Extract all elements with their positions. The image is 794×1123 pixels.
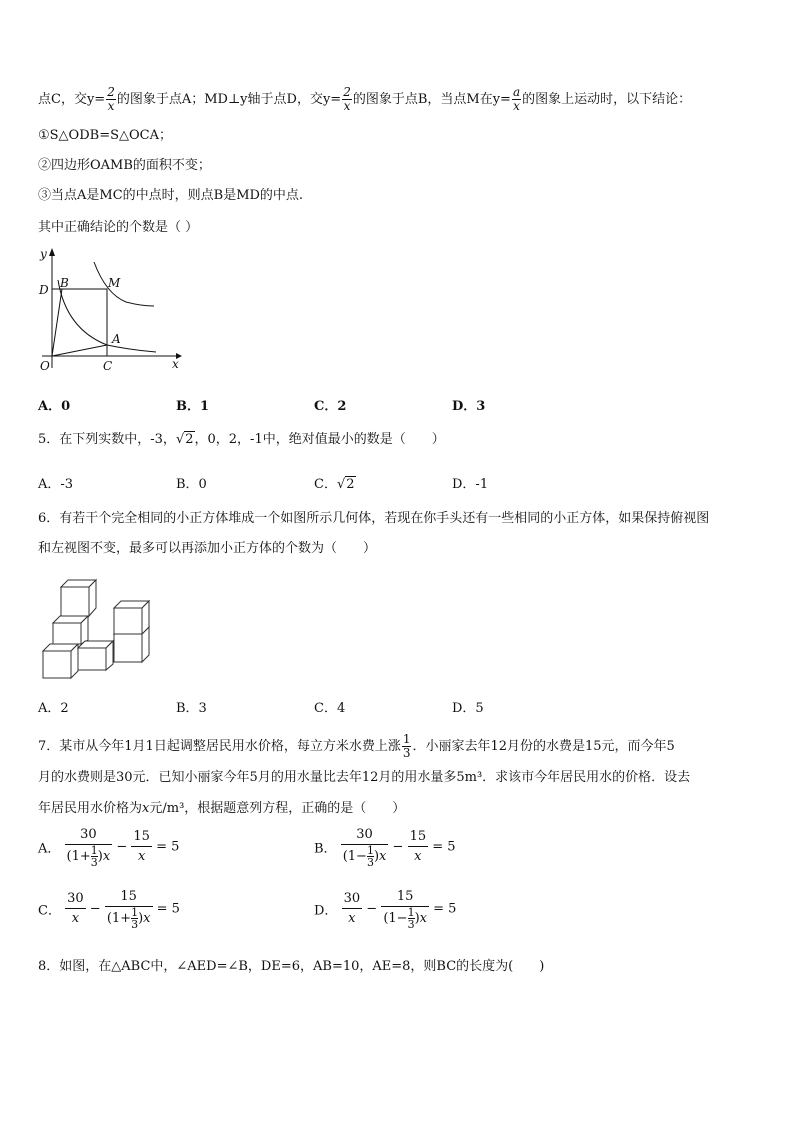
q6-option-c[interactable]: C．4 (314, 701, 346, 716)
q6-option-a[interactable]: A．2 (38, 701, 69, 716)
label-M: M (108, 276, 121, 290)
q7-line3: 年居民用水价格为x元/m³，根据题意列方程，正确的是（ ） (38, 801, 406, 816)
sqrt-2: √2 (336, 477, 355, 492)
q5-option-d[interactable]: D．-1 (452, 477, 489, 492)
fraction-one-third: $\frac{1}{3}$ (402, 732, 411, 760)
q4-option-d[interactable]: D．3 (452, 399, 486, 414)
sqrt-2: √2 (175, 432, 194, 447)
label-A: A (112, 332, 121, 346)
fraction: $\frac{30}{x}$ (343, 890, 361, 926)
q5-stem: 5．在下列实数中，-3，√2，0，2，-1中，绝对值最小的数是（ ） (38, 430, 445, 450)
q4-question: 其中正确结论的个数是（ ） (38, 220, 199, 235)
fraction: $\frac{15}{x}$ (133, 828, 150, 864)
segment-OB (52, 289, 62, 356)
q6-cube-figure (40, 572, 158, 682)
q7-line1: 7．某市从今年1月1日起调整居民用水价格，每立方米水费上涨 $\frac{1}{3}$ ．小丽家去年12月份的水费是15元，而今年5 (38, 732, 675, 760)
fraction: 15 (1− $\frac{1}{3}$ )x (383, 889, 427, 931)
q4-text: 点C，交y= (38, 92, 106, 107)
y-axis-arrow (49, 248, 55, 256)
q6-option-d[interactable]: D．5 (452, 701, 484, 716)
q7-option-b[interactable]: B． 30 (1− $\frac{1}{3}$ )x − $\frac{15}{x}$ = 5 (314, 827, 456, 869)
q4-text: 的图象上运动时，以下结论： (522, 92, 692, 107)
q4-line1 (38, 86, 691, 113)
fraction: 30 (1− $\frac{1}{3}$ )x (342, 827, 387, 869)
curve-y-a-over-x (94, 262, 154, 306)
q5-option-b[interactable]: B．0 (176, 477, 207, 492)
label-y: y (40, 247, 47, 261)
q5-option-c[interactable]: C．√2 (314, 477, 355, 492)
fraction: $\frac{2}{x}$ (343, 85, 351, 113)
fraction: $\frac{15}{x}$ (409, 828, 427, 864)
label-x: x (172, 357, 179, 371)
q6-option-b[interactable]: B．3 (176, 701, 207, 716)
q4-option-c[interactable]: C．2 (314, 399, 347, 414)
fraction: $\frac{30}{x}$ (67, 890, 84, 926)
q6-line1: 6．有若干个完全相同的小正方体堆成一个如图所示几何体，若现在你手头还有一些相同的小正方体，如果保持俯视图 (38, 511, 710, 526)
q7-line2: 月的水费则是30元．已知小丽家今年5月的用水量比去年12月的用水量多5m³．求该市今年居民用水的价格．设去 (38, 770, 691, 785)
q8-stem: 8．如图，在△ABC中，∠AED=∠B，DE=6，AB=10，AE=8，则BC的长度为( ) (38, 959, 545, 974)
q6-line2: 和左视图不变，最多可以再添加小正方体的个数为（ ） (38, 541, 377, 556)
label-B: B (60, 276, 69, 290)
q4-text: 的图象于点A；MD⊥y轴于点D，交y= (116, 92, 342, 107)
q7-option-d[interactable]: D． $\frac{30}{x}$ − 15 (1− $\frac{1}{3}$ )x = 5 (314, 889, 457, 931)
q4-option-b[interactable]: B．1 (176, 399, 210, 414)
q4-conclusion-3: ③当点A是MC的中点时，则点B是MD的中点. (38, 188, 304, 203)
fraction: 15 (1+ $\frac{1}{3}$ )x (106, 889, 151, 931)
q4-graph-figure (36, 244, 186, 376)
label-C: C (103, 359, 113, 373)
q7-option-c[interactable]: C． $\frac{30}{x}$ − 15 (1+ $\frac{1}{3}$ )x = 5 (38, 889, 180, 931)
segment-OA (52, 345, 107, 356)
q4-conclusion-2: ②四边形OAMB的面积不变； (38, 158, 211, 173)
label-D: D (39, 283, 49, 297)
fraction: $\frac{a}{x}$ (512, 85, 521, 113)
q4-conclusion-1: ①S△ODB=S△OCA； (38, 128, 172, 143)
q7-option-a[interactable]: A． 30 (1+ $\frac{1}{3}$ )x − $\frac{15}{x}$ = 5 (38, 827, 180, 869)
label-O: O (40, 359, 50, 373)
q4-text: 的图象于点B，当点M在y= (352, 92, 511, 107)
q5-option-a[interactable]: A．-3 (38, 477, 74, 492)
fraction: $\frac{2}{x}$ (107, 85, 115, 113)
fraction: 30 (1+ $\frac{1}{3}$ )x (66, 827, 111, 869)
q4-option-a[interactable]: A．0 (38, 399, 71, 414)
